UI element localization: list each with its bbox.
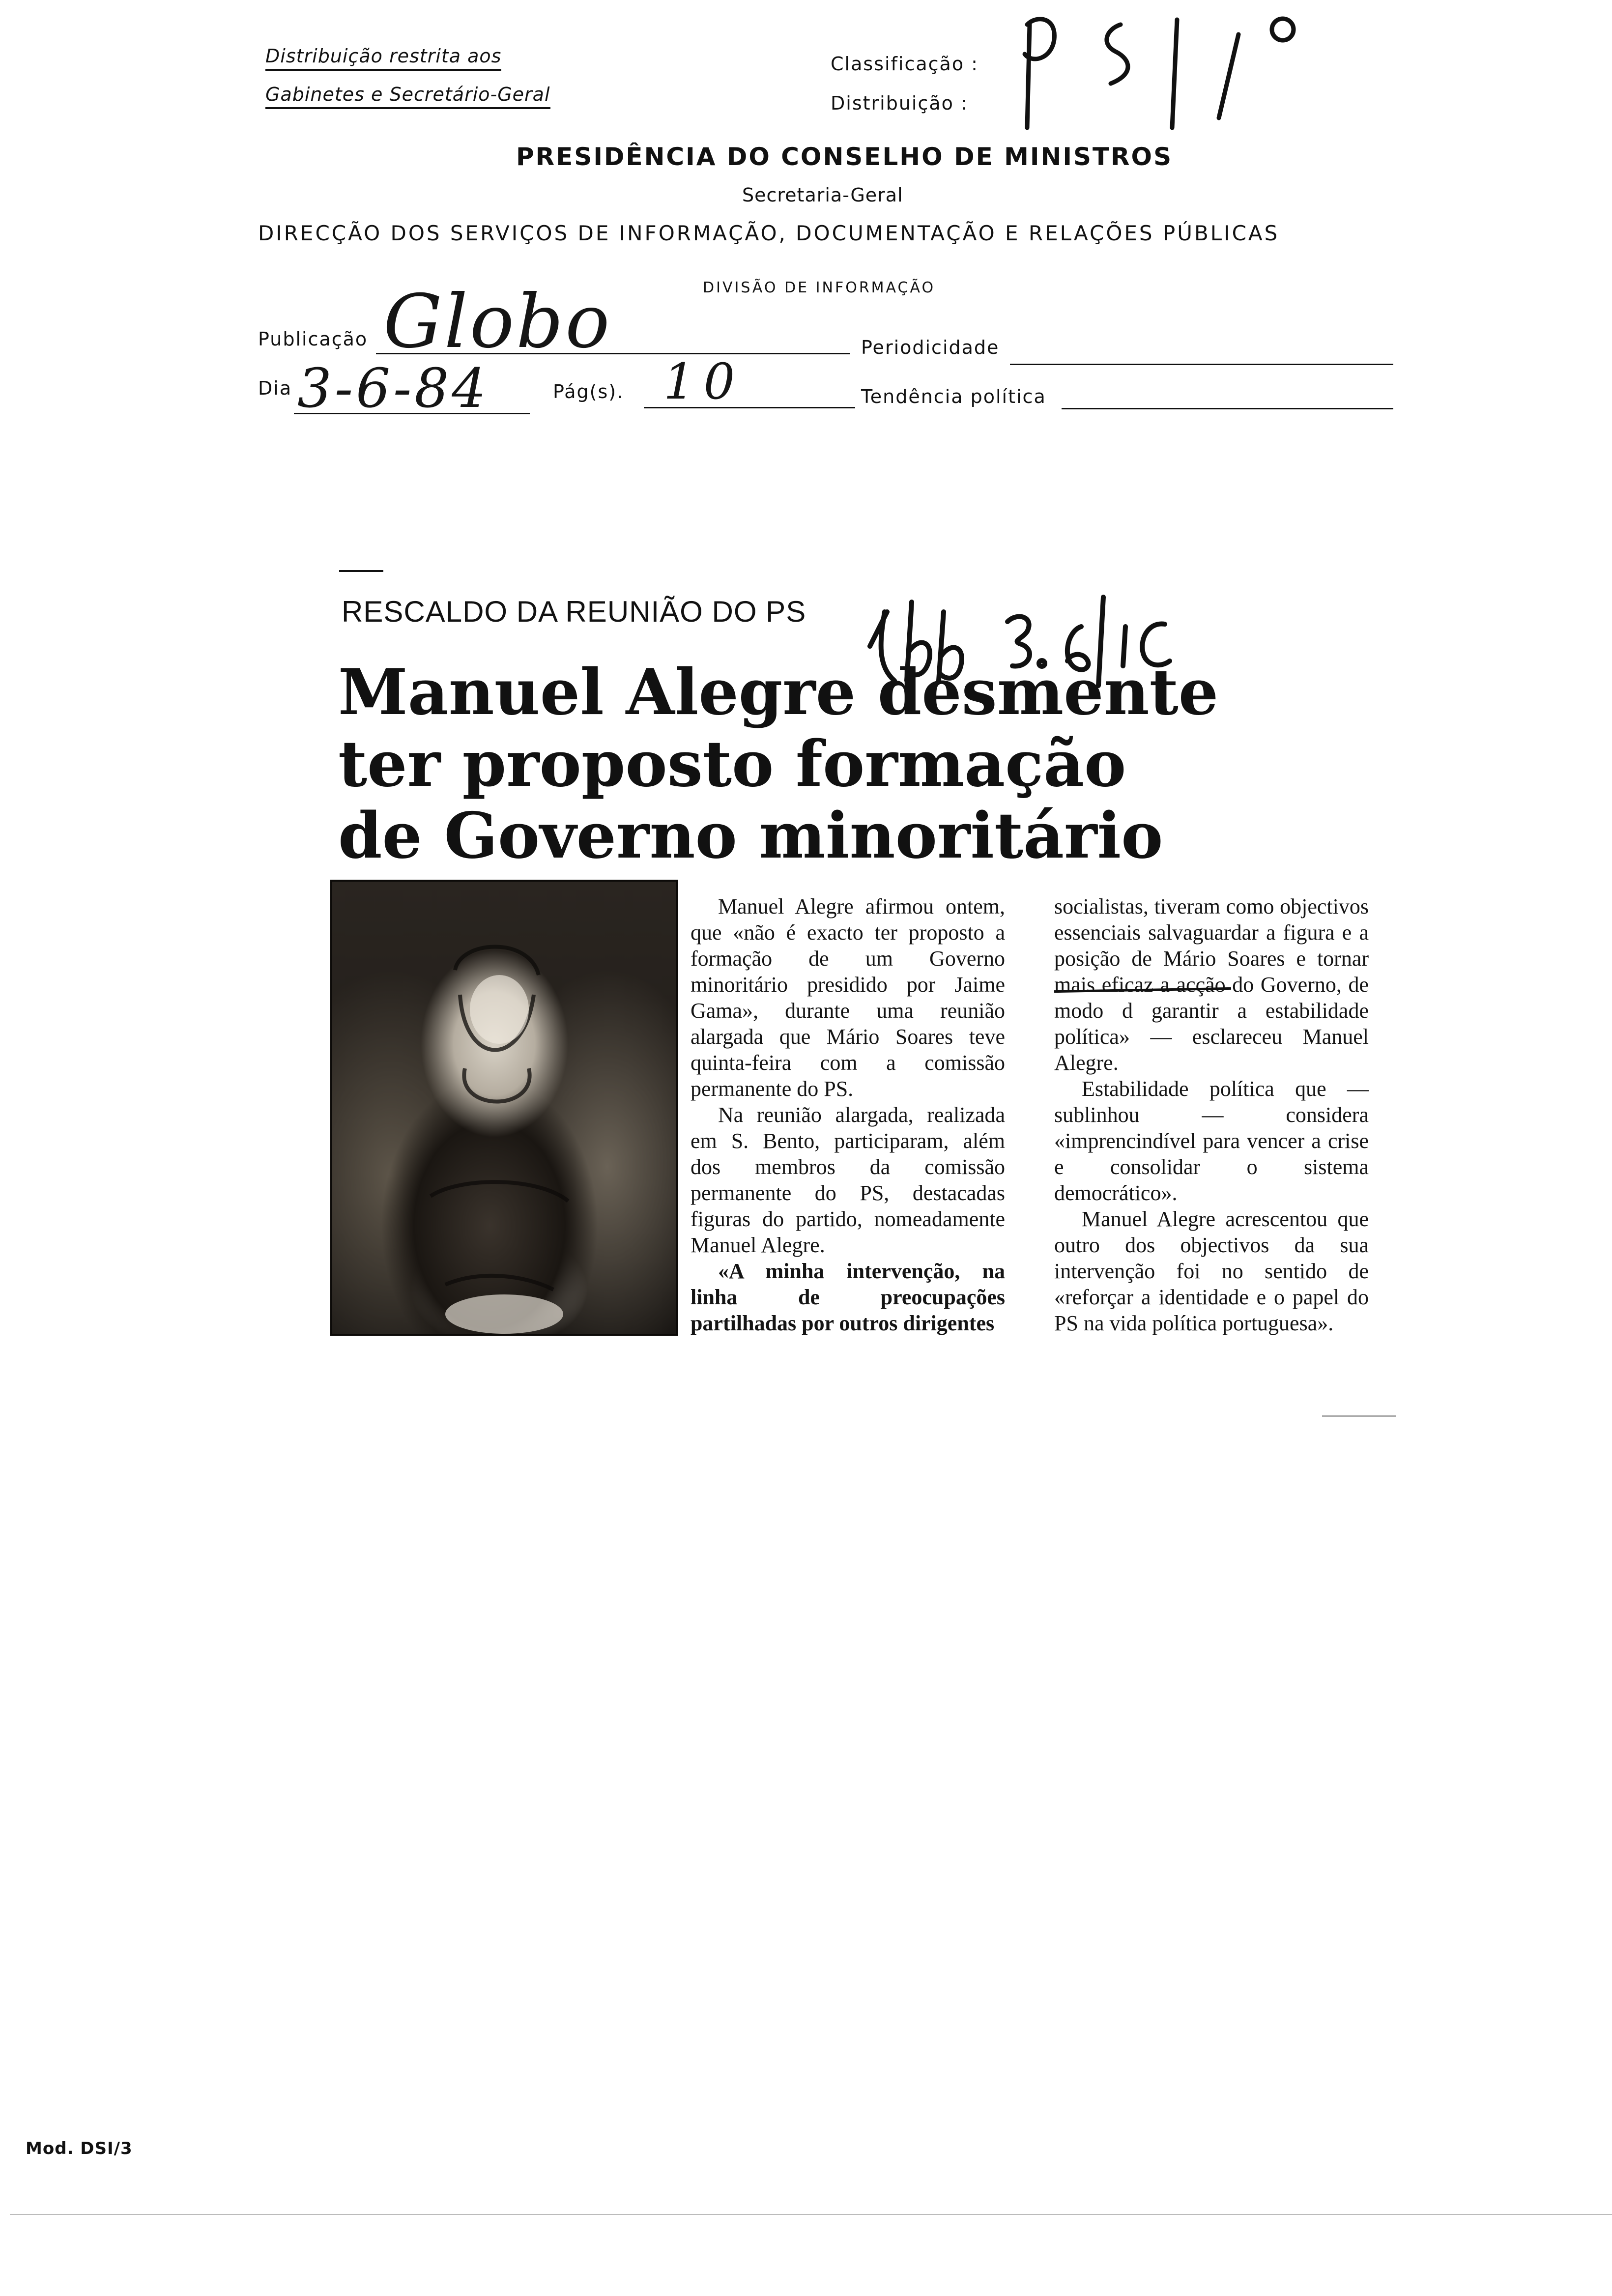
publication-value: Globo <box>383 279 612 365</box>
distribution-label: Distribuição : <box>831 92 968 114</box>
org-title: PRESIDÊNCIA DO CONSELHO DE MINISTROS <box>516 143 1173 171</box>
scan-speck <box>1322 1415 1396 1417</box>
page-value: 10 <box>663 353 744 410</box>
periodicity-label: Periodicidade <box>861 337 1000 358</box>
article-column-2 <box>1054 893 1369 1336</box>
distribution-line-2: Gabinetes e Secretário-Geral <box>265 84 550 109</box>
publication-label: Publicação <box>258 328 368 350</box>
secretariat: Secretaria-Geral <box>742 184 903 206</box>
scan-edge-line <box>10 2214 1612 2215</box>
column1-paragraph-1: Manuel Alegre afirmou ontem, que «não é exacto ter proposto a formação de um Governo minoritário presidido por Jaime Gama», durante uma reunião alargada que Mário Soares teve quinta-feira com a comissão permanente do PS. <box>691 894 1005 1101</box>
article-kicker: RESCALDO DA REUNIÃO DO PS <box>342 595 806 628</box>
day-value: 3-6-84 <box>297 357 489 420</box>
headline-line-1: Manuel Alegre desmente <box>338 656 1219 729</box>
article-photo <box>330 880 678 1336</box>
column1-paragraph-2: Na reunião alargada, realizada em S. Bento, participaram, além dos membros da comissão permanente do PS, destacadas figuras do partido, nomeadamente Manuel Alegre. <box>691 1103 1005 1257</box>
column2-paragraph-1: socialistas, tiveram como objectivos essenciais salvaguardar a figura e a posição de Mário Soares e tornar mais eficaz a acção do Governo, de modo d garantir a estabilidade política» — esclareceu Manuel Alegre. <box>1054 894 1369 1075</box>
handwritten-stamp <box>865 582 1180 695</box>
kicker-rule <box>339 570 383 572</box>
column2-paragraph-2: Estabilidade política que — sublinhou — considera «imprencindível para vencer a crise e consolidar o sistema democrático». <box>1054 1077 1369 1205</box>
day-label: Dia <box>258 377 292 399</box>
form-code: Mod. DSI/3 <box>26 2139 133 2158</box>
political-tendency-label: Tendência política <box>861 386 1046 407</box>
article-column-1 <box>691 893 1005 1336</box>
periodicity-line <box>1010 364 1393 365</box>
portrait-sketch <box>332 882 676 1334</box>
handwritten-classification-mark <box>1008 5 1312 143</box>
classification-label: Classificação : <box>831 53 979 75</box>
page-label: Pág(s). <box>553 381 624 402</box>
headline-line-2: ter proposto formação <box>338 727 1126 801</box>
column2-paragraph-3: Manuel Alegre acrescentou que outro dos objectivos da sua intervenção foi no sentido de «reforçar a identidade e o papel do PS na vida política portuguesa». <box>1054 1207 1369 1335</box>
division: DIVISÃO DE INFORMAÇÃO <box>703 279 936 296</box>
directorate: DIRECÇÃO DOS SERVIÇOS DE INFORMAÇÃO, DOCUMENTAÇÃO E RELAÇÕES PÚBLICAS <box>258 221 1280 245</box>
distribution-line-1: Distribuição restrita aos <box>265 45 501 71</box>
headline-line-3: de Governo minoritário <box>338 799 1163 873</box>
column1-paragraph-3: «A minha intervenção, na linha de preocupações partilhadas por outros dirigentes <box>691 1259 1005 1335</box>
political-tendency-line <box>1062 408 1393 409</box>
